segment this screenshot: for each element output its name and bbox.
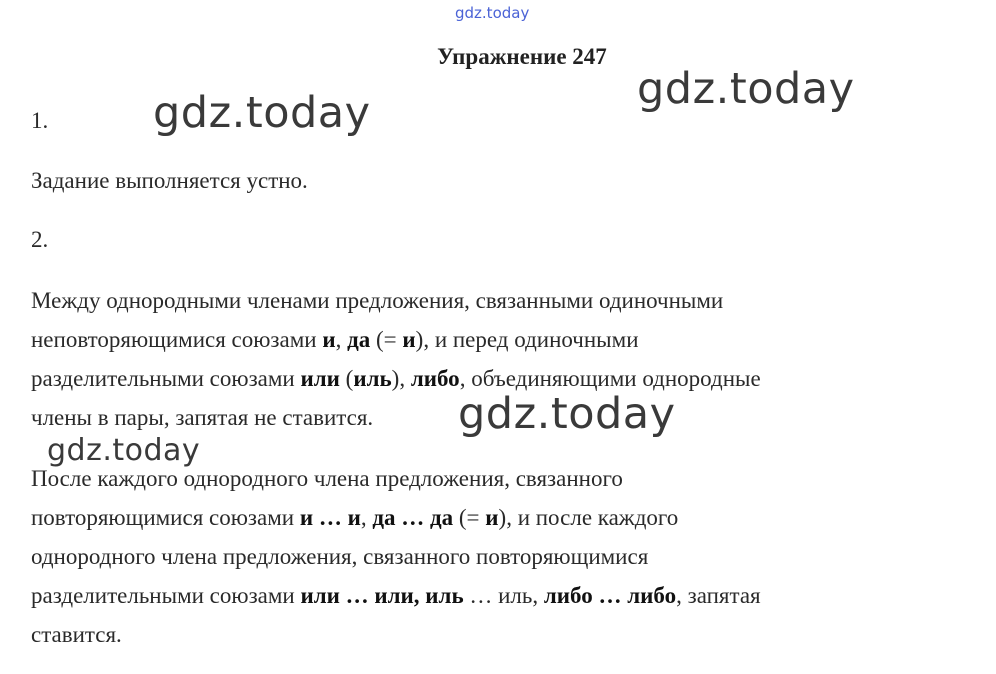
conjunction: и … и [299,505,361,530]
watermark: gdz.today [153,88,371,138]
text-run: ( [339,366,354,391]
conjunction: да [347,327,371,352]
text-run: ), и после каждого [498,505,679,530]
item-1-text: Задание выполняется устно. [31,168,308,193]
watermark: gdz.today [637,64,855,114]
item-1-number: 1. [31,108,49,133]
conjunction: и [322,327,336,352]
conjunction: либо [410,366,460,391]
text-run: неповторяющимися союзами [31,327,323,352]
text-run: ), и перед одиночными [415,327,639,352]
paragraph-line: После каждого однородного члена предложения, связанного [31,466,623,491]
exercise-title: Упражнение 247 [437,44,607,69]
text-run: , [360,505,373,530]
paragraph-line [31,498,761,537]
paragraph-line [31,576,761,615]
watermark-top: gdz.today [455,4,530,22]
text-run: ), [391,366,411,391]
text-run: разделительными союзами [31,366,301,391]
paragraph-line: ставится. [31,622,122,647]
conjunction: или [300,366,340,391]
text-run: , объединяющими однородные [459,366,761,391]
text-run: (= [370,327,403,352]
text-run: , запятая [676,583,761,608]
text-run: повторяющимися союзами [31,505,300,530]
text-run: разделительными союзами [31,583,301,608]
paragraph-line [31,320,761,359]
conjunction: да … да [372,505,454,530]
text-run: … иль, [463,583,544,608]
conjunction: либо … либо [543,583,677,608]
watermark: gdz.today [47,433,201,468]
paragraph-line: члены в пары, запятая не ставится. [31,405,374,430]
conjunction: иль [353,366,392,391]
paragraph-line: однородного члена предложения, связанного повторяющимися [31,544,649,569]
conjunction: и [402,327,416,352]
conjunction: и [485,505,499,530]
text-run: , [335,327,348,352]
watermark: gdz.today [458,389,676,439]
item-2-number: 2. [31,227,49,252]
text-run: (= [453,505,486,530]
rule-paragraph-2 [31,459,761,654]
paragraph-line: Между однородными членами предложения, связанными одиночными [31,288,724,313]
conjunction: или … или, иль [300,583,464,608]
